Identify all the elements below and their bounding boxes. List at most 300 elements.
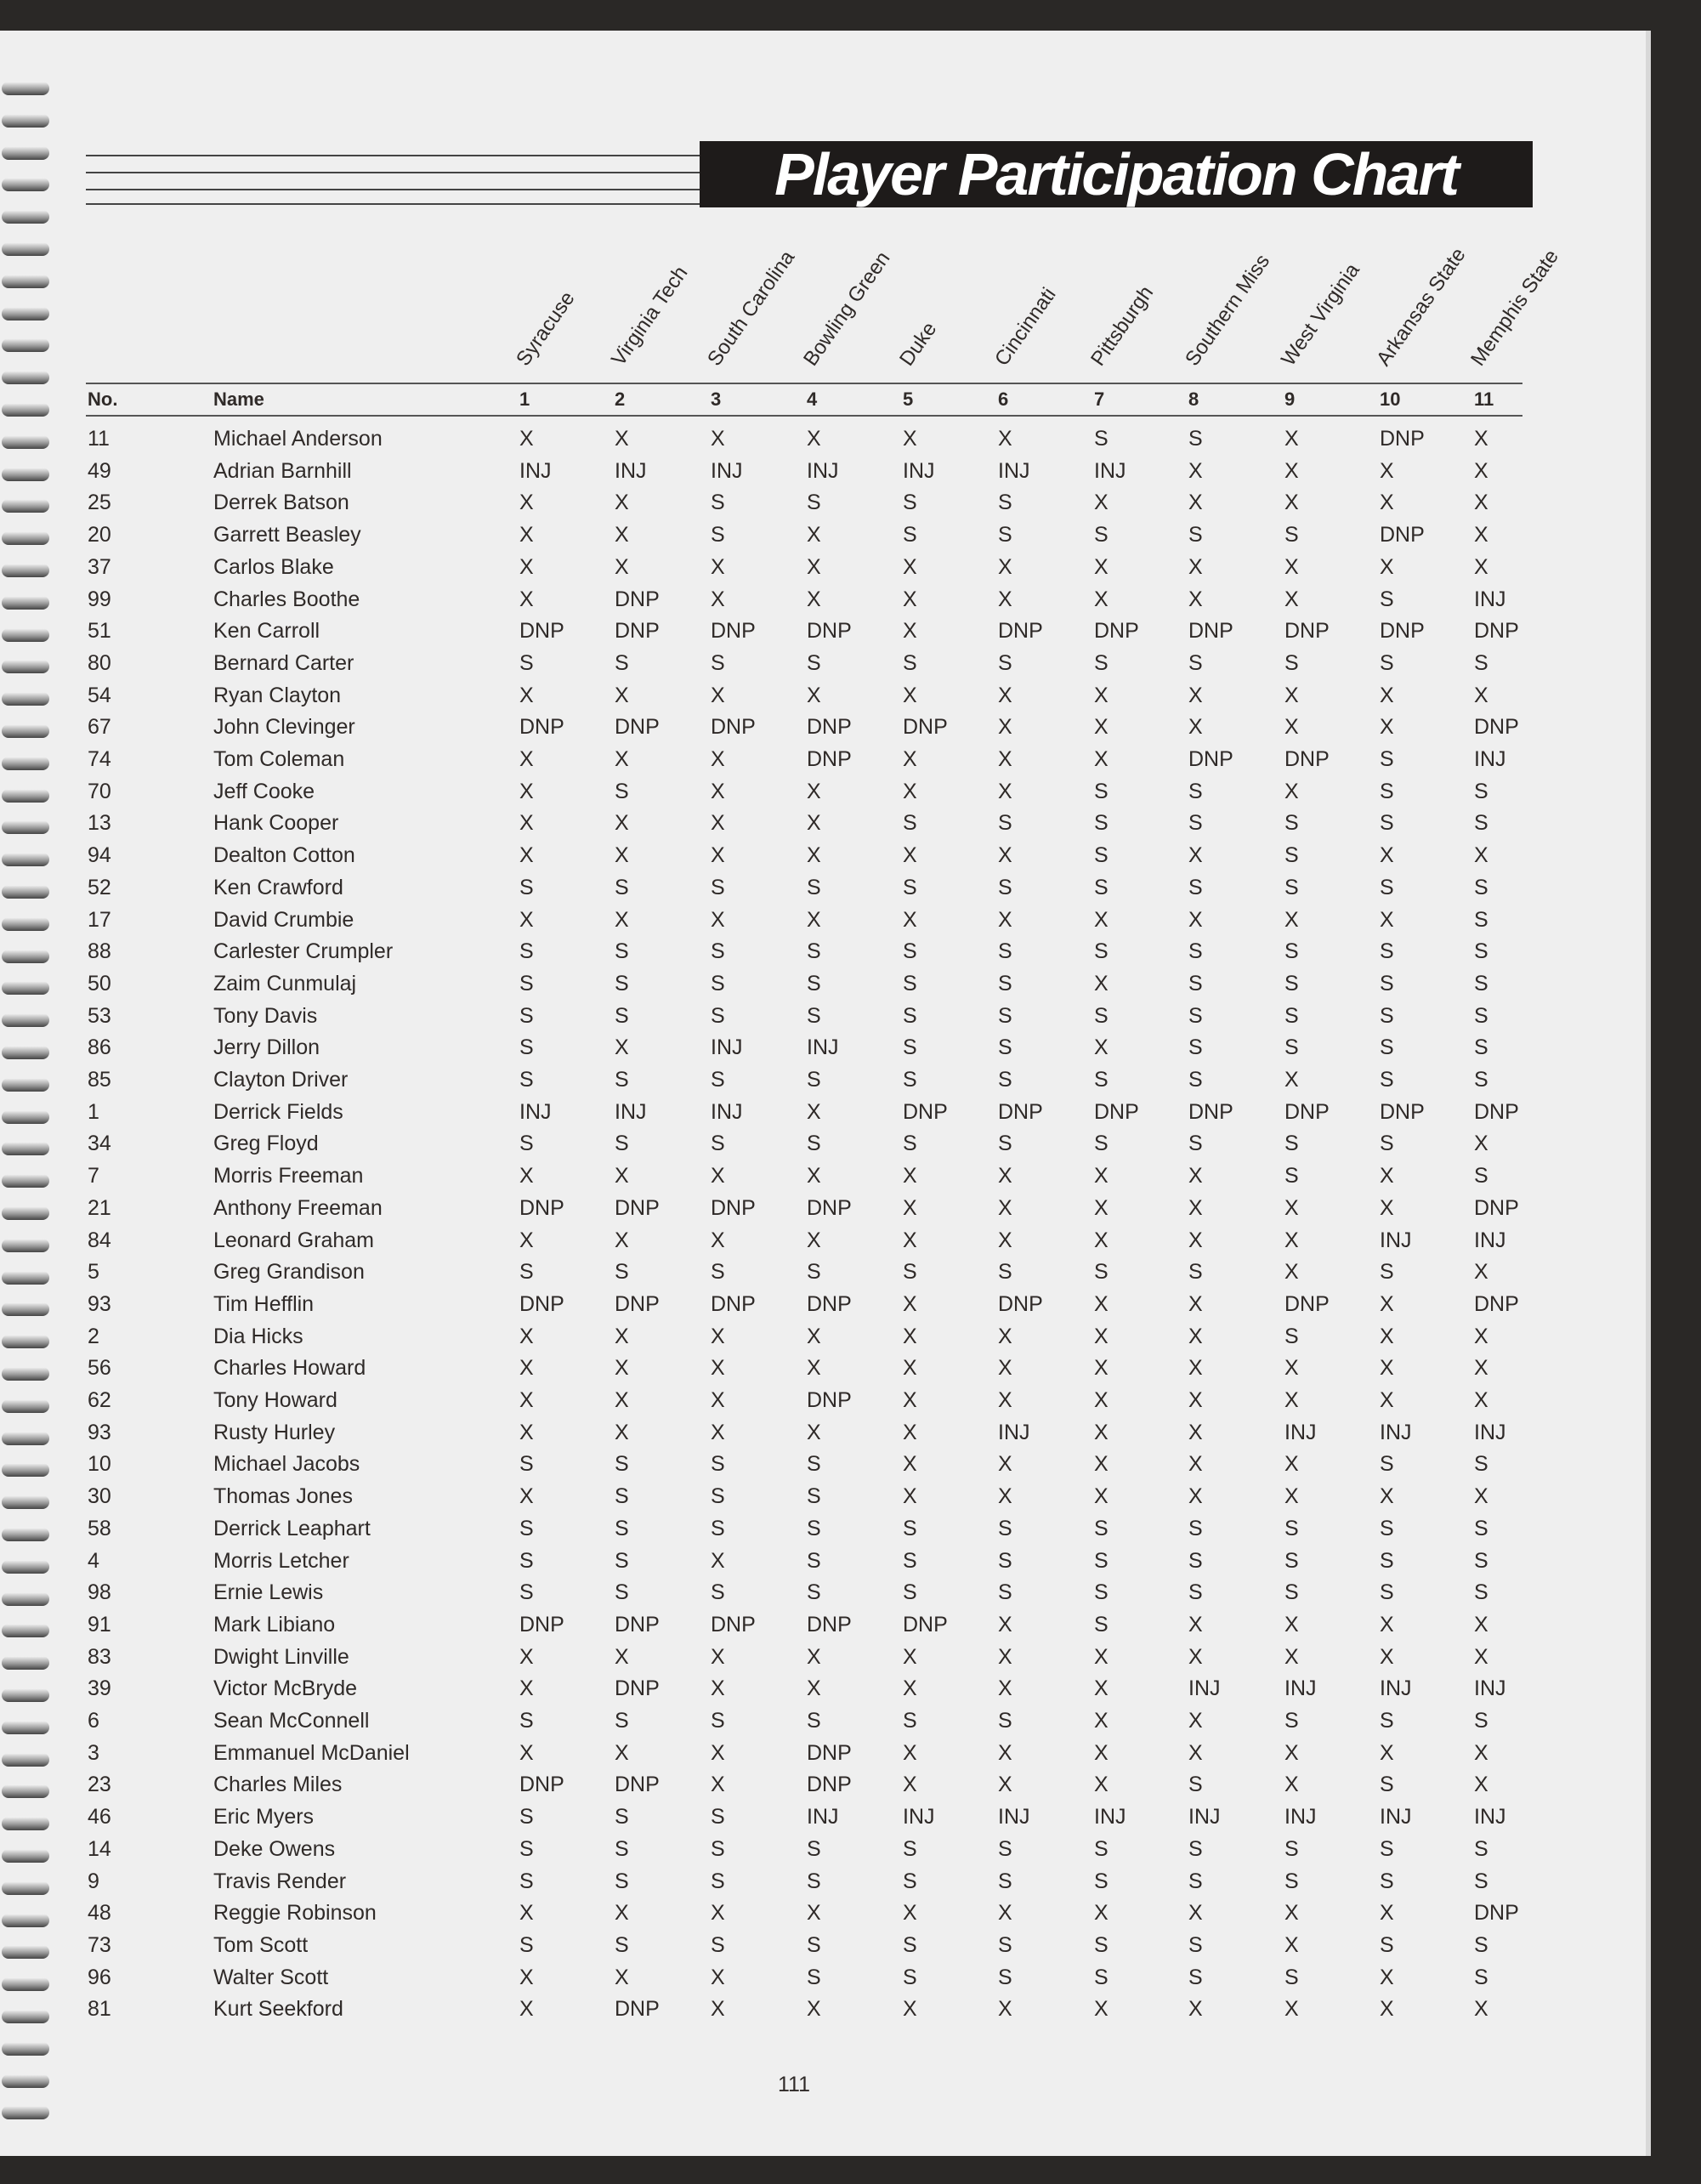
player-number: 51 (88, 619, 111, 644)
participation-cell: S (998, 971, 1012, 996)
player-name: Michael Jacobs (213, 1452, 360, 1477)
participation-cell: S (1474, 650, 1488, 675)
participation-cell: DNP (615, 715, 660, 740)
player-number: 85 (88, 1068, 111, 1092)
player-number: 17 (88, 907, 111, 932)
participation-cell: S (1380, 1068, 1394, 1092)
player-number: 93 (88, 1420, 111, 1444)
participation-cell: X (903, 1164, 917, 1188)
participation-cell: S (1284, 1324, 1299, 1348)
participation-cell: S (1474, 1836, 1488, 1861)
title-rule (86, 155, 700, 156)
participation-cell: X (1474, 1260, 1488, 1285)
participation-cell: X (903, 1997, 917, 2022)
participation-cell: X (711, 1965, 725, 1989)
participation-cell: X (1284, 907, 1299, 932)
participation-cell: X (1284, 1644, 1299, 1669)
participation-cell: INJ (998, 1805, 1030, 1829)
participation-cell: S (519, 1003, 534, 1028)
participation-cell: INJ (1380, 1228, 1412, 1252)
participation-cell: S (998, 1035, 1012, 1060)
spiral-coil (2, 82, 49, 95)
participation-cell: S (1094, 427, 1108, 451)
participation-cell: INJ (519, 1099, 552, 1124)
participation-cell: X (807, 554, 821, 579)
player-name: Michael Anderson (213, 427, 383, 451)
participation-cell: S (807, 1452, 821, 1477)
participation-cell: X (1188, 554, 1203, 579)
participation-cell: S (807, 1965, 821, 1989)
title-rule (86, 203, 700, 205)
participation-cell: S (807, 1132, 821, 1156)
spiral-coil (2, 1367, 49, 1381)
participation-cell: X (998, 1644, 1012, 1669)
player-number: 62 (88, 1388, 111, 1412)
spiral-coil (2, 1784, 49, 1798)
participation-cell: DNP (519, 1195, 564, 1220)
spiral-coil (2, 1239, 49, 1252)
participation-cell: S (1188, 1068, 1203, 1092)
participation-cell: X (1188, 683, 1203, 707)
participation-cell: S (711, 1068, 725, 1092)
participation-cell: X (711, 1356, 725, 1381)
participation-cell: INJ (903, 458, 935, 483)
participation-cell: S (903, 1548, 917, 1573)
participation-cell: S (519, 1932, 534, 1957)
participation-cell: S (1474, 1068, 1488, 1092)
participation-cell: INJ (1474, 747, 1506, 771)
player-name: Leonard Graham (213, 1228, 375, 1252)
participation-cell: S (903, 1035, 917, 1060)
game-number-header: 8 (1188, 389, 1199, 410)
game-number-header: 3 (711, 389, 722, 410)
spiral-coil (2, 1463, 49, 1477)
participation-cell: S (711, 491, 725, 515)
participation-cell: S (1380, 811, 1394, 836)
participation-cell: X (1188, 843, 1203, 868)
participation-cell: X (519, 1164, 534, 1188)
participation-cell: X (903, 1901, 917, 1926)
participation-cell: DNP (1188, 747, 1233, 771)
participation-cell: DNP (711, 1195, 756, 1220)
participation-cell: S (519, 1805, 534, 1829)
participation-cell: X (998, 1612, 1012, 1637)
participation-cell: DNP (1380, 523, 1425, 547)
participation-cell: DNP (807, 747, 852, 771)
participation-cell: X (615, 1901, 629, 1926)
participation-cell: S (998, 1068, 1012, 1092)
participation-cell: X (711, 1420, 725, 1444)
participation-cell: INJ (1284, 1676, 1317, 1701)
participation-cell: X (1474, 1484, 1488, 1509)
participation-cell: X (711, 1388, 725, 1412)
participation-cell: S (807, 939, 821, 964)
participation-cell: S (903, 650, 917, 675)
participation-cell: X (1188, 1164, 1203, 1188)
participation-cell: X (615, 843, 629, 868)
participation-cell: INJ (1094, 1805, 1126, 1829)
participation-cell: X (903, 683, 917, 707)
participation-cell: X (519, 811, 534, 836)
player-number: 20 (88, 523, 111, 547)
participation-cell: S (1094, 811, 1108, 836)
participation-cell: X (1474, 1612, 1488, 1637)
spiral-coil (2, 307, 49, 321)
participation-cell: X (1094, 1484, 1108, 1509)
participation-cell: DNP (615, 1195, 660, 1220)
participation-cell: X (998, 587, 1012, 611)
spiral-coil (2, 628, 49, 642)
participation-cell: S (615, 1260, 629, 1285)
participation-cell: S (1474, 1709, 1488, 1733)
participation-cell: X (903, 1484, 917, 1509)
header-top-rule (86, 383, 1522, 384)
player-name: Bernard Carter (213, 650, 354, 675)
player-number: 37 (88, 554, 111, 579)
participation-cell: X (1094, 1035, 1108, 1060)
participation-cell: S (1188, 939, 1203, 964)
opponent-label: Arkansas State (1372, 243, 1471, 371)
participation-cell: X (1380, 1644, 1394, 1669)
participation-cell: S (1474, 1932, 1488, 1957)
participation-cell: X (1284, 683, 1299, 707)
participation-cell: S (1188, 1548, 1203, 1573)
player-name: Deke Owens (213, 1836, 336, 1861)
participation-cell: INJ (519, 458, 552, 483)
participation-cell: X (1188, 1388, 1203, 1412)
player-number: 58 (88, 1516, 111, 1540)
participation-cell: X (1094, 554, 1108, 579)
player-name: Tom Coleman (213, 747, 345, 771)
participation-cell: X (903, 1324, 917, 1348)
participation-cell: X (1284, 1195, 1299, 1220)
player-name: Derrek Batson (213, 491, 349, 515)
participation-cell: X (1094, 491, 1108, 515)
participation-cell: S (1380, 650, 1394, 675)
participation-cell: S (1474, 1003, 1488, 1028)
participation-cell: X (807, 1901, 821, 1926)
participation-cell: S (1094, 1580, 1108, 1605)
participation-cell: X (998, 1164, 1012, 1188)
participation-cell: X (807, 1099, 821, 1124)
player-name: David Crumbie (213, 907, 354, 932)
participation-cell: X (711, 683, 725, 707)
participation-cell: X (1380, 1388, 1394, 1412)
participation-cell: X (519, 1228, 534, 1252)
participation-cell: X (519, 491, 534, 515)
participation-cell: X (1380, 1356, 1394, 1381)
participation-cell: INJ (903, 1805, 935, 1829)
participation-cell: S (1188, 971, 1203, 996)
participation-cell: DNP (711, 1612, 756, 1637)
participation-cell: S (711, 1132, 725, 1156)
participation-cell: S (1188, 1869, 1203, 1893)
participation-cell: X (998, 747, 1012, 771)
participation-cell: S (807, 1260, 821, 1285)
opponent-label: South Carolina (703, 246, 800, 371)
participation-cell: S (1094, 1869, 1108, 1893)
participation-cell: X (1284, 554, 1299, 579)
participation-cell: X (519, 427, 534, 451)
spiral-coil (2, 1977, 49, 1991)
participation-cell: S (615, 875, 629, 899)
player-name: Ernie Lewis (213, 1580, 324, 1605)
player-name: Jeff Cooke (213, 779, 315, 803)
spiral-coil (2, 853, 49, 866)
participation-cell: X (1284, 715, 1299, 740)
participation-cell: X (807, 587, 821, 611)
participation-cell: INJ (1474, 1228, 1506, 1252)
participation-cell: X (807, 1356, 821, 1381)
participation-cell: X (807, 1420, 821, 1444)
participation-cell: S (1284, 875, 1299, 899)
participation-cell: S (998, 1548, 1012, 1573)
participation-cell: X (519, 587, 534, 611)
spiral-coil (2, 1078, 49, 1092)
participation-cell: S (903, 1260, 917, 1285)
participation-cell: DNP (615, 619, 660, 644)
participation-cell: X (1474, 1132, 1488, 1156)
participation-cell: INJ (1284, 1805, 1317, 1829)
participation-cell: X (1380, 1324, 1394, 1348)
player-number: 91 (88, 1612, 111, 1637)
participation-cell: X (1380, 491, 1394, 515)
participation-cell: S (903, 1003, 917, 1028)
participation-cell: S (711, 939, 725, 964)
participation-cell: X (1474, 1773, 1488, 1797)
header-bottom-rule (86, 415, 1522, 417)
participation-cell: S (1188, 650, 1203, 675)
spiral-coil (2, 1528, 49, 1541)
participation-cell: DNP (807, 715, 852, 740)
participation-cell: S (1380, 1580, 1394, 1605)
player-name: Dwight Linville (213, 1644, 349, 1669)
participation-cell: X (1284, 1740, 1299, 1765)
participation-cell: X (615, 1740, 629, 1765)
player-name: Reggie Robinson (213, 1901, 377, 1926)
participation-cell: X (1188, 1484, 1203, 1509)
participation-cell: X (1188, 1709, 1203, 1733)
spiral-coil (2, 1399, 49, 1413)
participation-cell: X (807, 427, 821, 451)
participation-cell: INJ (1474, 1420, 1506, 1444)
participation-cell: S (903, 1068, 917, 1092)
participation-cell: S (998, 1869, 1012, 1893)
participation-cell: S (711, 1003, 725, 1028)
participation-cell: S (903, 1580, 917, 1605)
participation-cell: DNP (998, 619, 1043, 644)
participation-cell: S (807, 875, 821, 899)
participation-cell: X (1094, 971, 1108, 996)
participation-cell: DNP (903, 715, 948, 740)
participation-cell: X (998, 715, 1012, 740)
participation-cell: S (711, 650, 725, 675)
participation-cell: S (519, 1452, 534, 1477)
participation-cell: X (903, 907, 917, 932)
participation-cell: S (1474, 971, 1488, 996)
spiral-coil (2, 1206, 49, 1220)
participation-cell: S (807, 1580, 821, 1605)
participation-cell: X (1284, 427, 1299, 451)
player-name: Emmanuel McDaniel (213, 1740, 410, 1765)
participation-cell: S (1284, 1836, 1299, 1861)
participation-cell: X (711, 843, 725, 868)
participation-cell: S (903, 523, 917, 547)
player-number: 10 (88, 1452, 111, 1477)
participation-cell: S (998, 875, 1012, 899)
participation-cell: X (1284, 1932, 1299, 1957)
participation-cell: X (903, 1644, 917, 1669)
player-number: 6 (88, 1709, 99, 1733)
participation-cell: S (1284, 523, 1299, 547)
spiral-coil (2, 1624, 49, 1637)
spiral-coil (2, 114, 49, 128)
participation-cell: X (1188, 907, 1203, 932)
participation-cell: X (615, 1388, 629, 1412)
participation-cell: DNP (1474, 1195, 1519, 1220)
participation-cell: DNP (807, 1612, 852, 1637)
participation-cell: S (1094, 1068, 1108, 1092)
participation-cell: S (615, 1932, 629, 1957)
participation-cell: X (1094, 747, 1108, 771)
participation-cell: S (711, 875, 725, 899)
participation-cell: INJ (711, 1035, 743, 1060)
participation-cell: S (615, 1068, 629, 1092)
participation-cell: S (1380, 1869, 1394, 1893)
participation-cell: S (807, 1068, 821, 1092)
participation-cell: X (807, 683, 821, 707)
participation-cell: X (1094, 587, 1108, 611)
player-name: Ryan Clayton (213, 683, 342, 707)
participation-cell: S (1380, 1836, 1394, 1861)
participation-cell: S (1380, 1548, 1394, 1573)
participation-cell: X (1380, 715, 1394, 740)
participation-cell: S (1284, 1164, 1299, 1188)
participation-cell: S (1284, 1132, 1299, 1156)
book-page (0, 31, 1651, 2156)
spiral-coil (2, 885, 49, 899)
participation-cell: S (1188, 1003, 1203, 1028)
spiral-coil (2, 1142, 49, 1155)
participation-cell: INJ (998, 1420, 1030, 1444)
participation-cell: S (1188, 523, 1203, 547)
participation-cell: S (903, 875, 917, 899)
spiral-coil (2, 403, 49, 417)
participation-cell: S (1188, 875, 1203, 899)
participation-cell: S (519, 1035, 534, 1060)
spiral-coil (2, 178, 49, 191)
participation-cell: S (711, 1869, 725, 1893)
participation-cell: X (615, 1228, 629, 1252)
player-number: 74 (88, 747, 111, 771)
participation-cell: X (615, 1965, 629, 1989)
participation-cell: X (807, 1324, 821, 1348)
spiral-coil (2, 468, 49, 481)
participation-cell: X (807, 843, 821, 868)
participation-cell: X (1380, 1291, 1394, 1316)
participation-cell: X (1188, 1997, 1203, 2022)
participation-cell: DNP (1284, 619, 1330, 644)
participation-cell: S (1094, 1516, 1108, 1540)
participation-cell: DNP (903, 1099, 948, 1124)
participation-cell: X (1284, 491, 1299, 515)
participation-cell: S (1284, 1869, 1299, 1893)
spiral-coil (2, 2042, 49, 2056)
participation-cell: INJ (807, 458, 839, 483)
participation-cell: S (1380, 875, 1394, 899)
player-name: Kurt Seekford (213, 1997, 343, 2022)
participation-cell: DNP (711, 715, 756, 740)
participation-cell: S (711, 1260, 725, 1285)
spiral-coil (2, 1013, 49, 1027)
participation-cell: S (615, 1516, 629, 1540)
player-name: Eric Myers (213, 1805, 315, 1829)
participation-cell: S (903, 1836, 917, 1861)
player-number: 49 (88, 458, 111, 483)
participation-cell: X (1188, 1452, 1203, 1477)
participation-cell: X (1094, 1420, 1108, 1444)
player-name: Carlos Blake (213, 554, 334, 579)
participation-cell: S (807, 1548, 821, 1573)
participation-cell: S (615, 650, 629, 675)
participation-cell: S (615, 1805, 629, 1829)
participation-cell: S (807, 491, 821, 515)
participation-cell: X (615, 554, 629, 579)
participation-cell: X (903, 1388, 917, 1412)
participation-cell: X (1284, 1356, 1299, 1381)
participation-cell: S (1188, 1132, 1203, 1156)
opponent-label: Pittsburgh (1086, 281, 1159, 371)
participation-cell: S (1380, 1452, 1394, 1477)
spiral-coil (2, 1495, 49, 1509)
spiral-coil (2, 1817, 49, 1830)
participation-cell: X (1284, 458, 1299, 483)
participation-cell: S (519, 1709, 534, 1733)
game-number-header: 4 (807, 389, 818, 410)
participation-cell: S (998, 1132, 1012, 1156)
participation-cell: X (1474, 843, 1488, 868)
participation-cell: S (711, 523, 725, 547)
participation-cell: S (615, 971, 629, 996)
participation-cell: X (1284, 779, 1299, 803)
player-number: 93 (88, 1291, 111, 1316)
participation-cell: DNP (1474, 619, 1519, 644)
participation-cell: X (711, 811, 725, 836)
participation-cell: X (1380, 1612, 1394, 1637)
participation-cell: S (1188, 1035, 1203, 1060)
participation-cell: X (711, 779, 725, 803)
participation-cell: DNP (807, 1291, 852, 1316)
participation-cell: X (1284, 1901, 1299, 1926)
spiral-coil (2, 275, 49, 288)
spiral-coil (2, 1721, 49, 1734)
player-number: 14 (88, 1836, 111, 1861)
participation-cell: X (1474, 1644, 1488, 1669)
participation-cell: X (519, 523, 534, 547)
participation-cell: X (903, 1195, 917, 1220)
participation-cell: S (1094, 875, 1108, 899)
spiral-coil (2, 1592, 49, 1606)
participation-cell: X (998, 907, 1012, 932)
participation-cell: S (1284, 650, 1299, 675)
participation-cell: S (711, 1452, 725, 1477)
participation-cell: S (903, 1869, 917, 1893)
participation-cell: S (1094, 843, 1108, 868)
participation-cell: X (1094, 1195, 1108, 1220)
participation-cell: S (1380, 1773, 1394, 1797)
participation-cell: X (711, 1676, 725, 1701)
spiral-coil (2, 789, 49, 803)
